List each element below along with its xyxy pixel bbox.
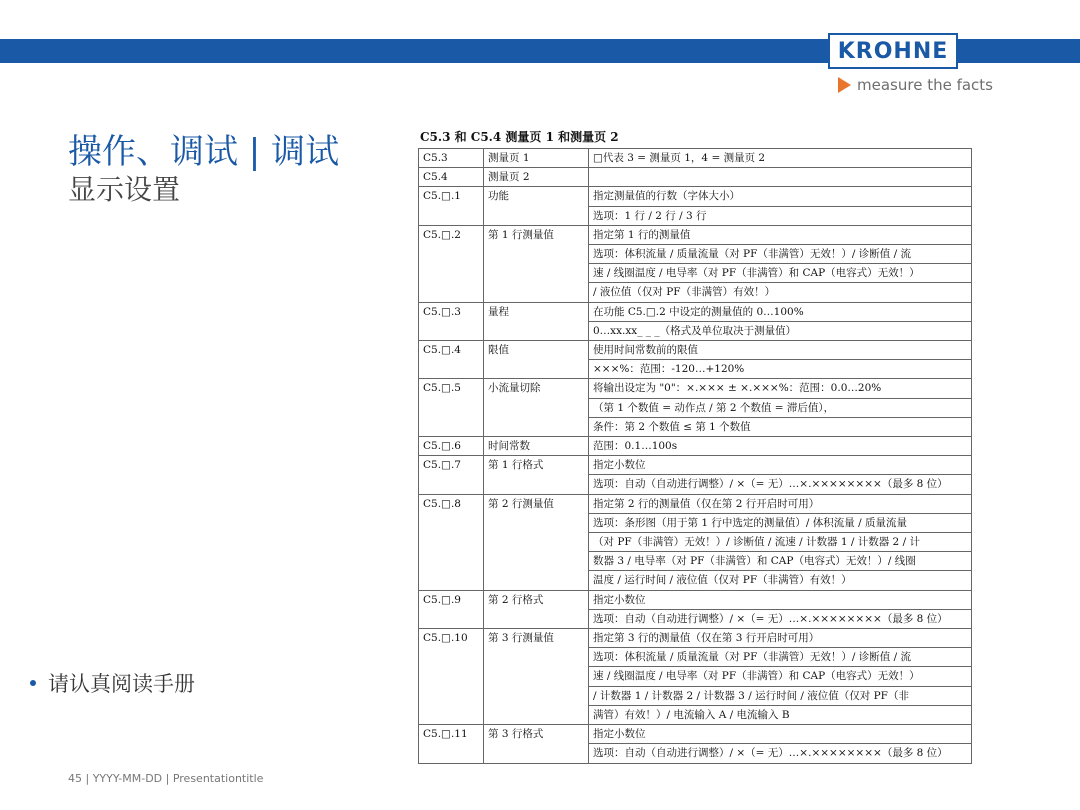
param-description: 指定第 3 行的测量值（仅在第 3 行开启时可用） [589, 629, 972, 648]
table-row [419, 168, 972, 187]
table-row [419, 725, 972, 744]
param-code: C5.□.11 [419, 725, 484, 763]
param-code: C5.3 [419, 149, 484, 168]
param-code: C5.□.3 [419, 302, 484, 340]
table-row [419, 149, 972, 168]
param-description: 选项：体积流量 / 质量流量（对 PF（非满管）无效！）/ 诊断值 / 流 [589, 648, 972, 667]
table-row [419, 494, 972, 513]
param-name: 第 2 行格式 [484, 590, 589, 628]
param-description: 使用时间常数前的限值 [589, 341, 972, 360]
param-description: 数器 3 / 电导率（对 PF（非满管）和 CAP（电容式）无效！）/ 线圈 [589, 552, 972, 571]
param-description: 选项：体积流量 / 质量流量（对 PF（非满管）无效！）/ 诊断值 / 流 [589, 245, 972, 264]
param-code: C5.□.7 [419, 456, 484, 494]
param-description: ×××%：范围：-120…+120% [589, 360, 972, 379]
param-name: 第 1 行格式 [484, 456, 589, 494]
param-description: / 液位值（仅对 PF（非满管）有效！） [589, 283, 972, 302]
param-name: 限值 [484, 341, 589, 379]
tagline-text: measure the facts [857, 76, 993, 94]
table-row [419, 629, 972, 648]
param-description: （第 1 个数值 = 动作点 / 第 2 个数值 = 滞后值）， [589, 398, 972, 417]
param-description: 指定小数位 [589, 456, 972, 475]
param-description: 选项：自动（自动进行调整）/ ×（= 无）…×.××××××××（最多 8 位） [589, 475, 972, 494]
param-description: （对 PF（非满管）无效！）/ 诊断值 / 流速 / 计数器 1 / 计数器 2 / 计 [589, 533, 972, 552]
param-description: 选项：条形图（用于第 1 行中选定的测量值）/ 体积流量 / 质量流量 [589, 513, 972, 532]
table-row [419, 341, 972, 360]
bullet-dot-icon [30, 680, 36, 686]
param-description: 选项：自动（自动进行调整）/ ×（= 无）…×.××××××××（最多 8 位） [589, 744, 972, 763]
parameter-table-body [419, 149, 972, 764]
param-code: C5.□.4 [419, 341, 484, 379]
doc-heading: C5.3 和 C5.4 测量页 1 和测量页 2 [420, 130, 619, 144]
param-name: 时间常数 [484, 437, 589, 456]
param-name: 功能 [484, 187, 589, 225]
param-code: C5.□.6 [419, 437, 484, 456]
param-description: 指定第 2 行的测量值（仅在第 2 行开启时可用） [589, 494, 972, 513]
table-row [419, 437, 972, 456]
param-description: 速 / 线圈温度 / 电导率（对 PF（非满管）和 CAP（电容式）无效！） [589, 667, 972, 686]
param-description: 将输出设定为 "0"：×.××× ± ×.×××%：范围：0.0…20% [589, 379, 972, 398]
param-description: 在功能 C5.□.2 中设定的测量值的 0…100% [589, 302, 972, 321]
param-description: □代表 3 = 测量页 1，4 = 测量页 2 [589, 149, 972, 168]
table-row [419, 456, 972, 475]
param-description: 指定第 1 行的测量值 [589, 225, 972, 244]
param-name: 量程 [484, 302, 589, 340]
bullet-text: 请认真阅读手册 [48, 672, 195, 696]
param-name: 测量页 2 [484, 168, 589, 187]
param-code: C5.□.10 [419, 629, 484, 725]
table-row [419, 225, 972, 244]
param-description: 范围：0.1…100s [589, 437, 972, 456]
param-name: 第 1 行测量值 [484, 225, 589, 302]
param-description: 指定小数位 [589, 725, 972, 744]
param-code: C5.□.1 [419, 187, 484, 225]
header-bar-right [958, 39, 1080, 63]
param-description: 选项：自动（自动进行调整）/ ×（= 无）…×.××××××××（最多 8 位） [589, 609, 972, 628]
param-description: 条件：第 2 个数值 ≤ 第 1 个数值 [589, 417, 972, 436]
param-code: C5.4 [419, 168, 484, 187]
param-description: 温度 / 运行时间 / 液位值（仅对 PF（非满管）有效！） [589, 571, 972, 590]
param-description [589, 168, 972, 187]
param-name: 测量页 1 [484, 149, 589, 168]
param-name: 第 3 行测量值 [484, 629, 589, 725]
footer: 45 | YYYY-MM-DD | Presentationtitle [68, 772, 264, 785]
page-title: 操作、调试 | 调试 [68, 132, 340, 172]
param-description: 速 / 线圈温度 / 电导率（对 PF（非满管）和 CAP（电容式）无效！） [589, 264, 972, 283]
param-name: 第 2 行测量值 [484, 494, 589, 590]
param-name: 小流量切除 [484, 379, 589, 437]
table-row [419, 590, 972, 609]
bullet-item [30, 668, 195, 698]
logo-text: KROHNE [837, 38, 949, 64]
param-description: 选项：1 行 / 2 行 / 3 行 [589, 206, 972, 225]
parameter-table [418, 148, 972, 764]
krohne-logo [828, 33, 958, 69]
param-name: 第 3 行格式 [484, 725, 589, 763]
header-bar [0, 39, 830, 63]
page-subtitle: 显示设置 [68, 173, 181, 206]
tagline [838, 76, 993, 94]
manual-excerpt [418, 128, 978, 764]
param-description: 指定测量值的行数（字体大小） [589, 187, 972, 206]
param-code: C5.□.8 [419, 494, 484, 590]
table-row [419, 187, 972, 206]
param-code: C5.□.9 [419, 590, 484, 628]
arrow-icon [838, 77, 851, 93]
table-row [419, 302, 972, 321]
param-description: 0…xx.xx_ _ _（格式及单位取决于测量值） [589, 321, 972, 340]
param-description: 指定小数位 [589, 590, 972, 609]
param-code: C5.□.5 [419, 379, 484, 437]
param-description: 满管）有效！）/ 电流输入 A / 电流输入 B [589, 705, 972, 724]
table-row [419, 379, 972, 398]
param-description: / 计数器 1 / 计数器 2 / 计数器 3 / 运行时间 / 液位值（仅对 PF（非 [589, 686, 972, 705]
param-code: C5.□.2 [419, 225, 484, 302]
